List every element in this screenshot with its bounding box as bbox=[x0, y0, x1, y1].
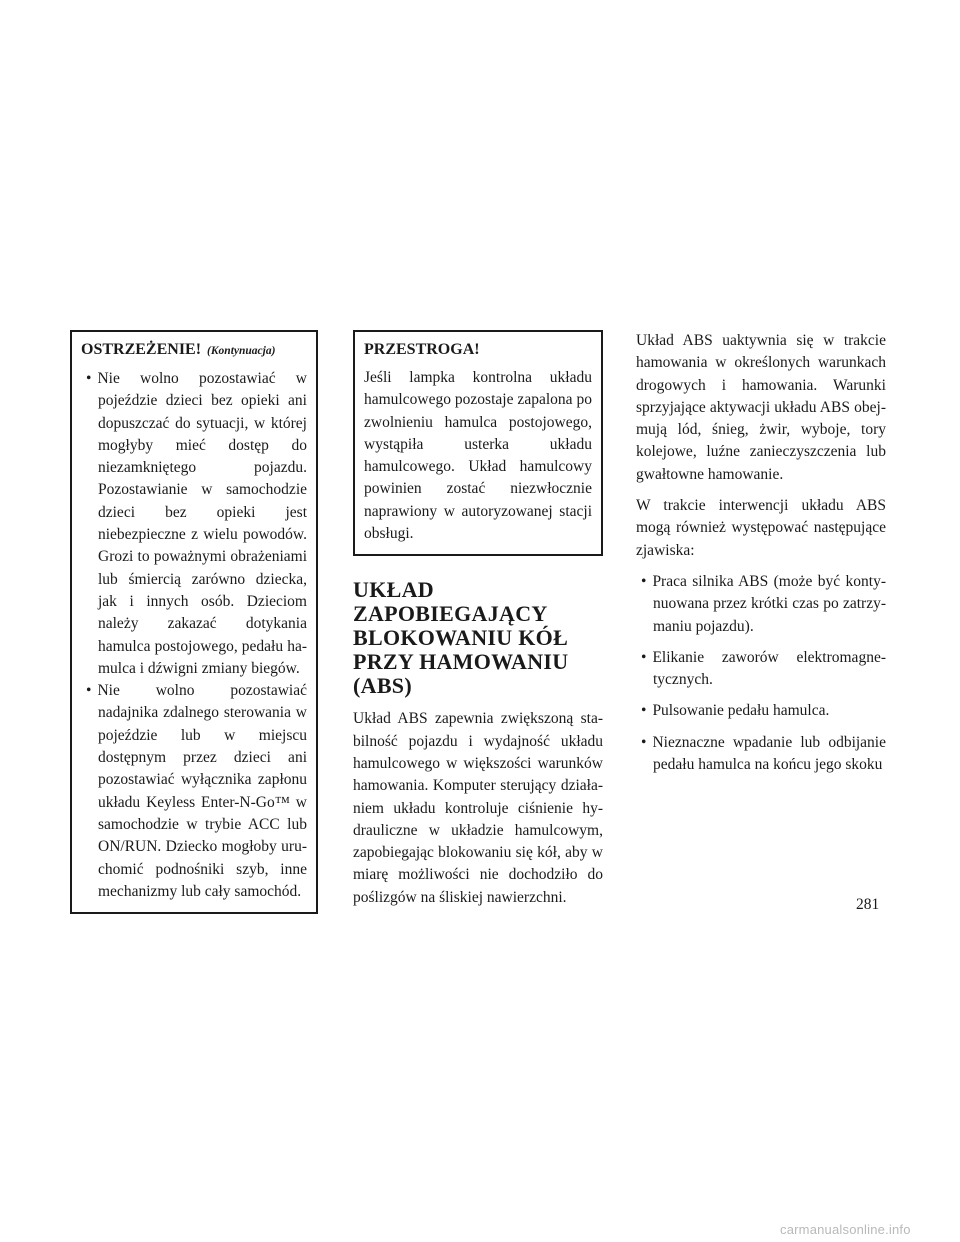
abs-effect-item: • Nieznaczne wpadanie lub odbijanie pedału hamulca na końcu jego skoku bbox=[636, 732, 886, 777]
warning-title bbox=[81, 339, 307, 362]
abs-effects-list bbox=[636, 571, 886, 776]
heading-line: ZAPOBIEGAJĄCY bbox=[353, 601, 548, 627]
abs-paragraph-1: Układ ABS uaktywnia się w trakcie hamowania w określonych warunkach drogowych i hamowania. Warunki sprzyjające aktywacji układu ABS obejmują lód, śnieg, żwir, wyboje, tory kolejowe, luźne zanieczyszczenia lub gwałtowne hamowanie. bbox=[636, 332, 886, 483]
abs-effect-item: • Pulsowanie pedału hamulca. bbox=[636, 700, 886, 722]
warning-item: • Nie wolno pozostawiać w pojeździe dzieci bez opieki ani dopuszczać do sytuacji, w której mogłyby mieć dostęp do niezamkniętego pojazdu. Pozostawianie w samochodzie dzieci bez opieki jest niebezpieczne z wielu powodów. Grozi to poważnymi obrażeniami lub śmiercią zarówno dziecka, jak i innych osób. Dzieciom należy zakazać dotykania hamulca postojowego, pedału hamulca i dźwigni zmiany biegów. bbox=[81, 368, 307, 680]
warning-list bbox=[81, 368, 307, 903]
section-heading bbox=[353, 578, 603, 698]
abs-effect-item: • Elikanie zaworów elektromagnetycznych. bbox=[636, 647, 886, 692]
caution-box bbox=[353, 330, 603, 556]
heading-line: PRZY HAMOWANIU bbox=[353, 649, 569, 675]
middle-column bbox=[353, 330, 603, 909]
section-paragraph: Układ ABS zapewnia zwiększoną stabilność pojazdu i wydajność układu hamulcowego w większości warunków hamowania. Komputer sterujący działaniem układu kontroluje ciśnienie hydrauliczne w układzie hamulcowym, zapobiegając blokowaniu się kół, aby w miarę możliwości nie dochodziło do poślizgów na śliskiej nawierzchni. bbox=[353, 710, 603, 906]
warning-title-text: OSTRZEŻENIE! bbox=[81, 341, 202, 358]
caution-title: PRZESTROGA! bbox=[364, 341, 480, 358]
left-column bbox=[70, 330, 318, 914]
warning-box bbox=[70, 330, 318, 914]
right-column bbox=[636, 330, 886, 785]
page-number: 281 bbox=[856, 896, 880, 913]
heading-line: BLOKOWANIU KÓŁ bbox=[353, 625, 569, 651]
caution-text: Jeśli lampka kontrolna układu hamulcowego pozostaje zapalona po zwolnieniu hamulca postojowego, wystąpiła usterka układu hamulcowego. Układ hamulcowy powinien zostać niezwłocznie naprawiony w autoryzowanej stacji obsługi. bbox=[364, 369, 592, 543]
heading-line: (ABS) bbox=[353, 673, 412, 699]
heading-line: UKŁAD bbox=[353, 577, 434, 603]
warning-item: • Nie wolno pozostawiać nadajnika zdalnego sterowania w pojeździe lub w miejscu dostępnym przez dzieci ani pozostawiać wyłącznika zapłonu układu Keyless Enter-N-Go™ w samochodzie w trybie ACC lub ON/RUN. Dziecko mogłoby uruchomić podnośniki szyb, inne mechanizmy lub cały samochód. bbox=[81, 680, 307, 903]
continuation-label: (Kontynuacja) bbox=[207, 345, 276, 357]
abs-paragraph-2: W trakcie interwencji układu ABS mogą również występować następujące zjawiska: bbox=[636, 497, 886, 559]
abs-effect-item: • Praca silnika ABS (może być kontynuowana przez krótki czas po zatrzymaniu pojazdu). bbox=[636, 571, 886, 638]
watermark-link[interactable]: carmanualsonline.info bbox=[780, 1222, 911, 1237]
